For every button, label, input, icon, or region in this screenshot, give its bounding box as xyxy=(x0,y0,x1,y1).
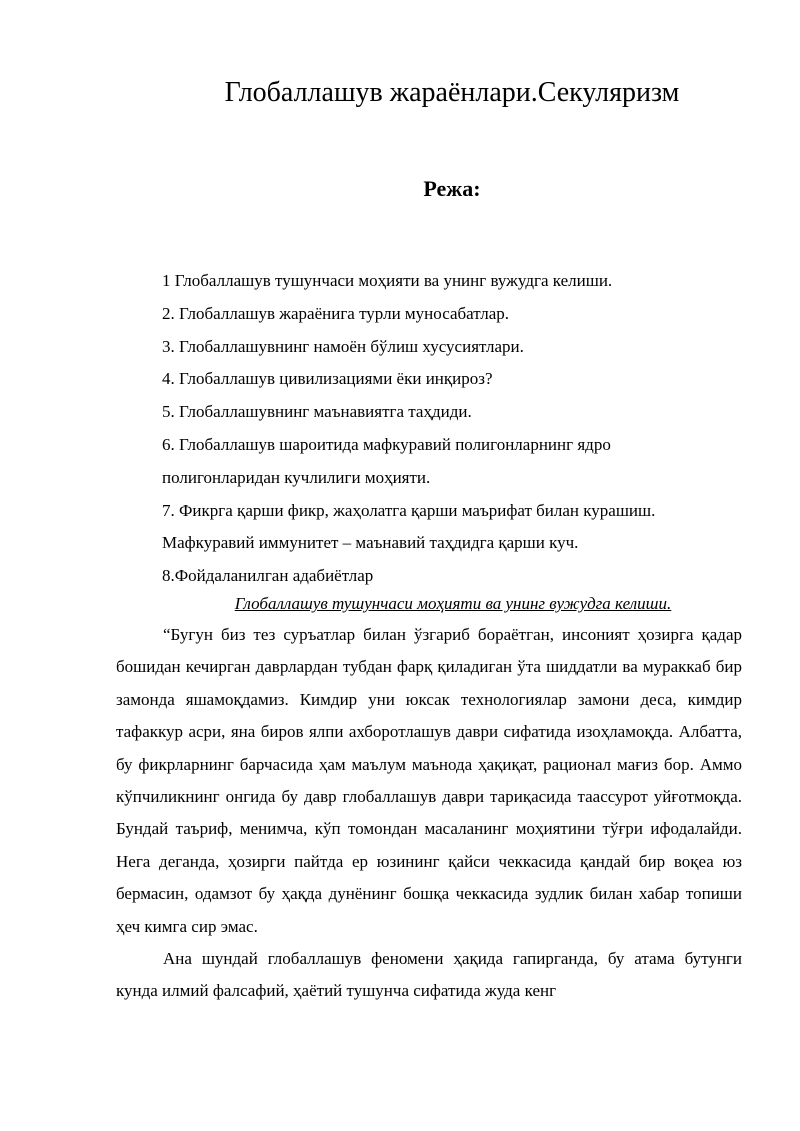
plan-item: 8.Фойдаланилган адабиётлар xyxy=(162,566,374,586)
plan-item: 7. Фикрга қарши фикр, жаҳолатга қарши маърифат билан курашиш. xyxy=(162,500,656,520)
plan-item: 3. Глобаллашувнинг намоён бўлиш хусусиятлари. xyxy=(162,336,524,356)
paragraph: Ана шундай глобаллашув феномени ҳақида гапирганда, бу атама бутунги кунда илмий фалсафий, ҳаётий тушунча сифатида жуда кенг xyxy=(116,949,742,1001)
plan-item: 5. Глобаллашувнинг маънавиятга таҳдиди. xyxy=(162,402,472,422)
plan-item: 4. Глобаллашув цивилизациями ёки инқироз? xyxy=(162,369,493,389)
document-title: Глобаллашув жараёнлари.Секуляризм xyxy=(224,77,680,108)
plan-list xyxy=(162,265,742,593)
plan-item: Мафкуравий иммунитет – маънавий таҳдидга қарши куч. xyxy=(162,533,579,553)
section-heading: Глобаллашув тушунчаси моҳияти ва унинг вужудга келиши. xyxy=(234,594,672,613)
plan-heading: Режа: xyxy=(423,176,481,201)
plan-item: 6. Глобаллашув шароитида мафкуравий полигонларнинг ядро xyxy=(162,434,611,454)
plan-item: 2. Глобаллашув жараёнига турли муносабатлар. xyxy=(162,303,510,323)
plan-item: полигонларидан кучлилиги моҳияти. xyxy=(162,467,431,487)
body-text xyxy=(116,619,742,1008)
paragraph: “Бугун биз тез суръатлар билан ўзгариб бораётган, инсоният ҳозирга қадар бошидан кечирган даврлардан тубдан фарқ қиладиган ўта шиддатли ва мураккаб бир замонда яшамоқдамиз. Кимдир уни юксак технологиялар замони деса, кимдир тафаккур асри, яна биров ялпи ахборотлашув даври сифатида изоҳламоқда. Албатта, бу фикрларнинг барчасида ҳам маълум маънода ҳақиқат, рационал мағиз бор. Аммо кўпчиликнинг онгида бу давр глобаллашув даври тариқасида таассурот уйғотмоқда. Бундай таъриф, менимча, кўп томондан масаланинг моҳиятини тўғри ифодалайди. Нега деганда, ҳозирги пайтда ер юзининг қайси чеккасида қандай бир воқеа юз бермасин, одамзот бу ҳақда дунёнинг бошқа чеккасида зудлик билан хабар топиши ҳеч кимга сир эмас. xyxy=(116,625,742,936)
plan-item: 1 Глобаллашув тушунчаси моҳияти ва унинг вужудга келиши. xyxy=(162,271,613,290)
